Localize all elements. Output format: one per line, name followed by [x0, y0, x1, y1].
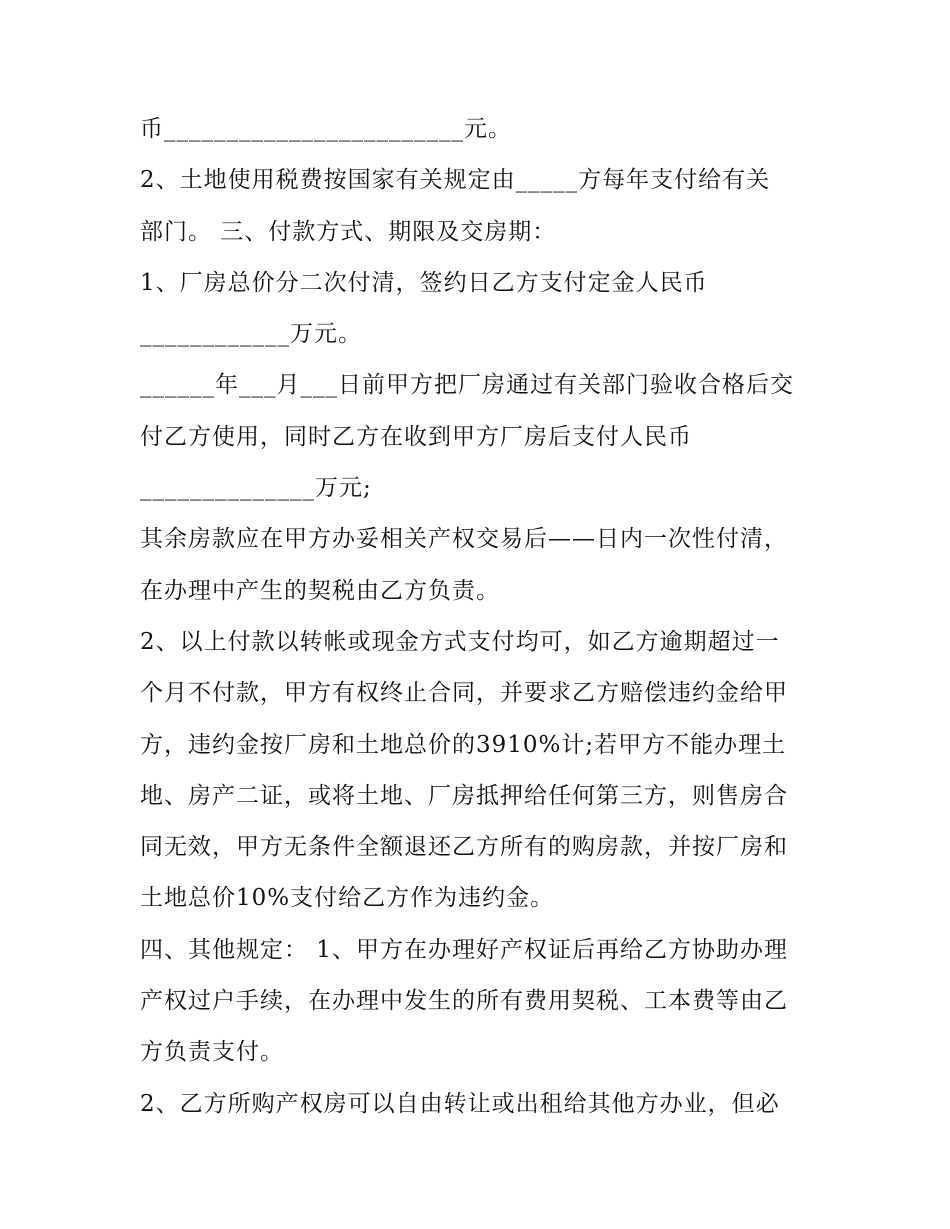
text-line: 2、乙方所购产权房可以自由转让或出租给其他方办业，但必: [140, 1090, 780, 1117]
text-line: 地、房产二证，或将土地、厂房抵押给任何第三方，则售房合: [140, 782, 788, 809]
text-line: 1、厂房总价分二次付清，签约日乙方支付定金人民币: [140, 269, 708, 296]
text-line: 四、其他规定： 1、甲方在办理好产权证后再给乙方协助办理: [140, 936, 788, 963]
text-line: 土地总价10%支付给乙方作为违约金。: [140, 885, 555, 912]
text-line: 方，违约金按厂房和土地总价的3910%计;若甲方不能办理土: [140, 731, 787, 758]
text-line: ______年___月___日前甲方把厂房通过有关部门验收合格后交: [140, 372, 794, 399]
text-line: 2、以上付款以转帐或现金方式支付均可，如乙方逾期超过一: [140, 628, 780, 655]
text-line: 方负责支付。: [140, 1039, 284, 1066]
document-page: [140, 104, 820, 1130]
text-line: 其余房款应在甲方办妥相关产权交易后——日内一次性付清，: [140, 526, 788, 553]
text-line: 同无效，甲方无条件全额退还乙方所有的购房款，并按厂房和: [140, 834, 788, 861]
text-line: ____________万元。: [140, 321, 362, 348]
text-line: ______________万元;: [140, 475, 372, 502]
text-line: 2、土地使用税费按国家有关规定由_____方每年支付给有关: [140, 167, 771, 194]
text-line: 个月不付款，甲方有权终止合同，并要求乙方赔偿违约金给甲: [140, 680, 788, 707]
text-line: 付乙方使用，同时乙方在收到甲方厂房后支付人民币: [140, 423, 692, 450]
text-line: 在办理中产生的契税由乙方负责。: [140, 577, 500, 604]
text-line: 产权过户手续，在办理中发生的所有费用契税、工本费等由乙: [140, 988, 788, 1015]
text-line: 部门。 三、付款方式、期限及交房期：: [140, 218, 557, 245]
text-line: 币________________________元。: [140, 116, 512, 142]
